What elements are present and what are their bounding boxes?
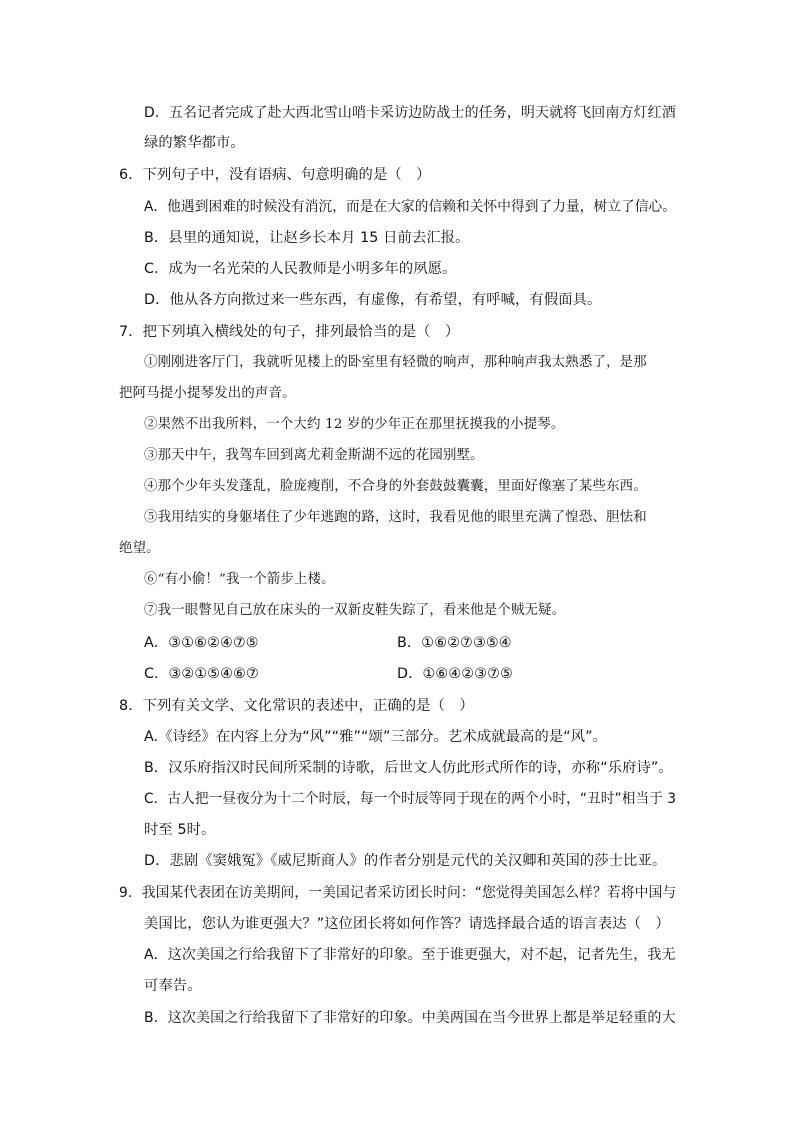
question-8-stem: 8．下列有关文学、文化常识的表述中，正确的是（ ） <box>119 698 474 714</box>
passage-sentence-2: ②果然不出我所料，一个大约 12 岁的少年正在那里抚摸我的小提琴。 <box>144 417 565 432</box>
q7-option-a: A．③①⑥②④⑦⑤ <box>144 635 259 651</box>
question-7-stem: 7．把下列填入横线处的句子，排列最恰当的是（ ） <box>119 324 460 340</box>
question-6-stem: 6．下列句子中，没有语病、句意明确的是（ ） <box>119 167 431 183</box>
q7-option-c: C．③②①⑤④⑥⑦ <box>144 666 259 682</box>
q8-option-a: A.《诗经》在内容上分为“风”“雅”“颂”三部分。艺术成就最高的是“风”。 <box>144 729 608 745</box>
passage-sentence-7: ⑦我一眼瞥见自己放在床头的一双新皮鞋失踪了，看来他是个贼无疑。 <box>144 603 566 618</box>
q7-option-b: B．①⑥②⑦③⑤④ <box>397 635 512 651</box>
q6-option-d: D．他从各方向揿过来一些东西，有虚像，有希望，有呼喊，有假面具。 <box>144 292 602 308</box>
passage-sentence-4: ④那个少年头发蓬乱，脸庞瘦削，不合身的外套鼓鼓囊囊，里面好像塞了某些东西。 <box>144 479 647 494</box>
passage-sentence-1-line1: ①刚刚进客厅门，我就听见楼上的卧室里有轻微的响声，那种响声我太熟悉了，是那 <box>144 355 647 370</box>
q9-option-a-line2: 可奉告。 <box>144 978 202 994</box>
q9-option-a-line1: A．这次美国之行给我留下了非常好的印象。至于谁更强大，对不起，记者先生，我无 <box>144 947 676 963</box>
q6-option-b: B．县里的通知说，让赵乡长本月 15 日前去汇报。 <box>144 230 470 246</box>
q9-option-b-line1: B．这次美国之行给我留下了非常好的印象。中美两国在当今世界上都是举足轻重的大 <box>144 1010 676 1026</box>
passage-sentence-1-line2: 把阿马提小提琴发出的声音。 <box>119 386 296 401</box>
q8-option-c-line1: C．古人把一昼夜分为十二个时辰，每一个时辰等同于现在的两个小时，“丑时”相当于 3 <box>144 791 677 807</box>
passage-sentence-5-line2: 绝望。 <box>119 541 160 556</box>
q5-option-d-line1: D．五名记者完成了赴大西北雪山哨卡采访边防战士的任务，明天就将飞回南方灯红酒 <box>144 105 676 121</box>
passage-sentence-5-line1: ⑤我用结实的身躯堵住了少年逃跑的路，这时，我看见他的眼里充满了惶恐、胆怯和 <box>144 510 647 525</box>
q7-option-d: D．①⑥④②③⑦⑤ <box>397 666 513 682</box>
question-9-stem-line2: 美国比，您认为谁更强大？”这位团长将如何作答？请选择最合适的语言表达（ ） <box>144 916 670 932</box>
q5-option-d-line2: 绿的繁华都市。 <box>144 135 245 151</box>
question-9-stem-line1: 9．我国某代表团在访美期间，一美国记者采访团长时问：“您觉得美国怎么样？若将中国与 <box>119 885 677 901</box>
q8-option-b: B．汉乐府指汉时民间所采制的诗歌，后世文人仿此形式所作的诗，亦称“乐府诗”。 <box>144 760 673 776</box>
passage-sentence-3: ③那天中午，我驾车回到离尤莉金斯湖不远的花园别墅。 <box>144 448 484 463</box>
q8-option-c-line2: 时至 5时。 <box>144 822 216 838</box>
q6-option-a: A．他遇到困难的时候没有消沉，而是在大家的信赖和关怀中得到了力量，树立了信心。 <box>144 199 676 215</box>
q6-option-c: C．成为一名光荣的人民教师是小明多年的夙愿。 <box>144 261 457 277</box>
passage-sentence-6: ⑥“有小偷！”我一个箭步上楼。 <box>144 572 335 587</box>
q8-option-d: D．悲剧《窦娥冤》《威尼斯商人》的作者分别是元代的关汉卿和英国的莎士比亚。 <box>144 853 667 869</box>
